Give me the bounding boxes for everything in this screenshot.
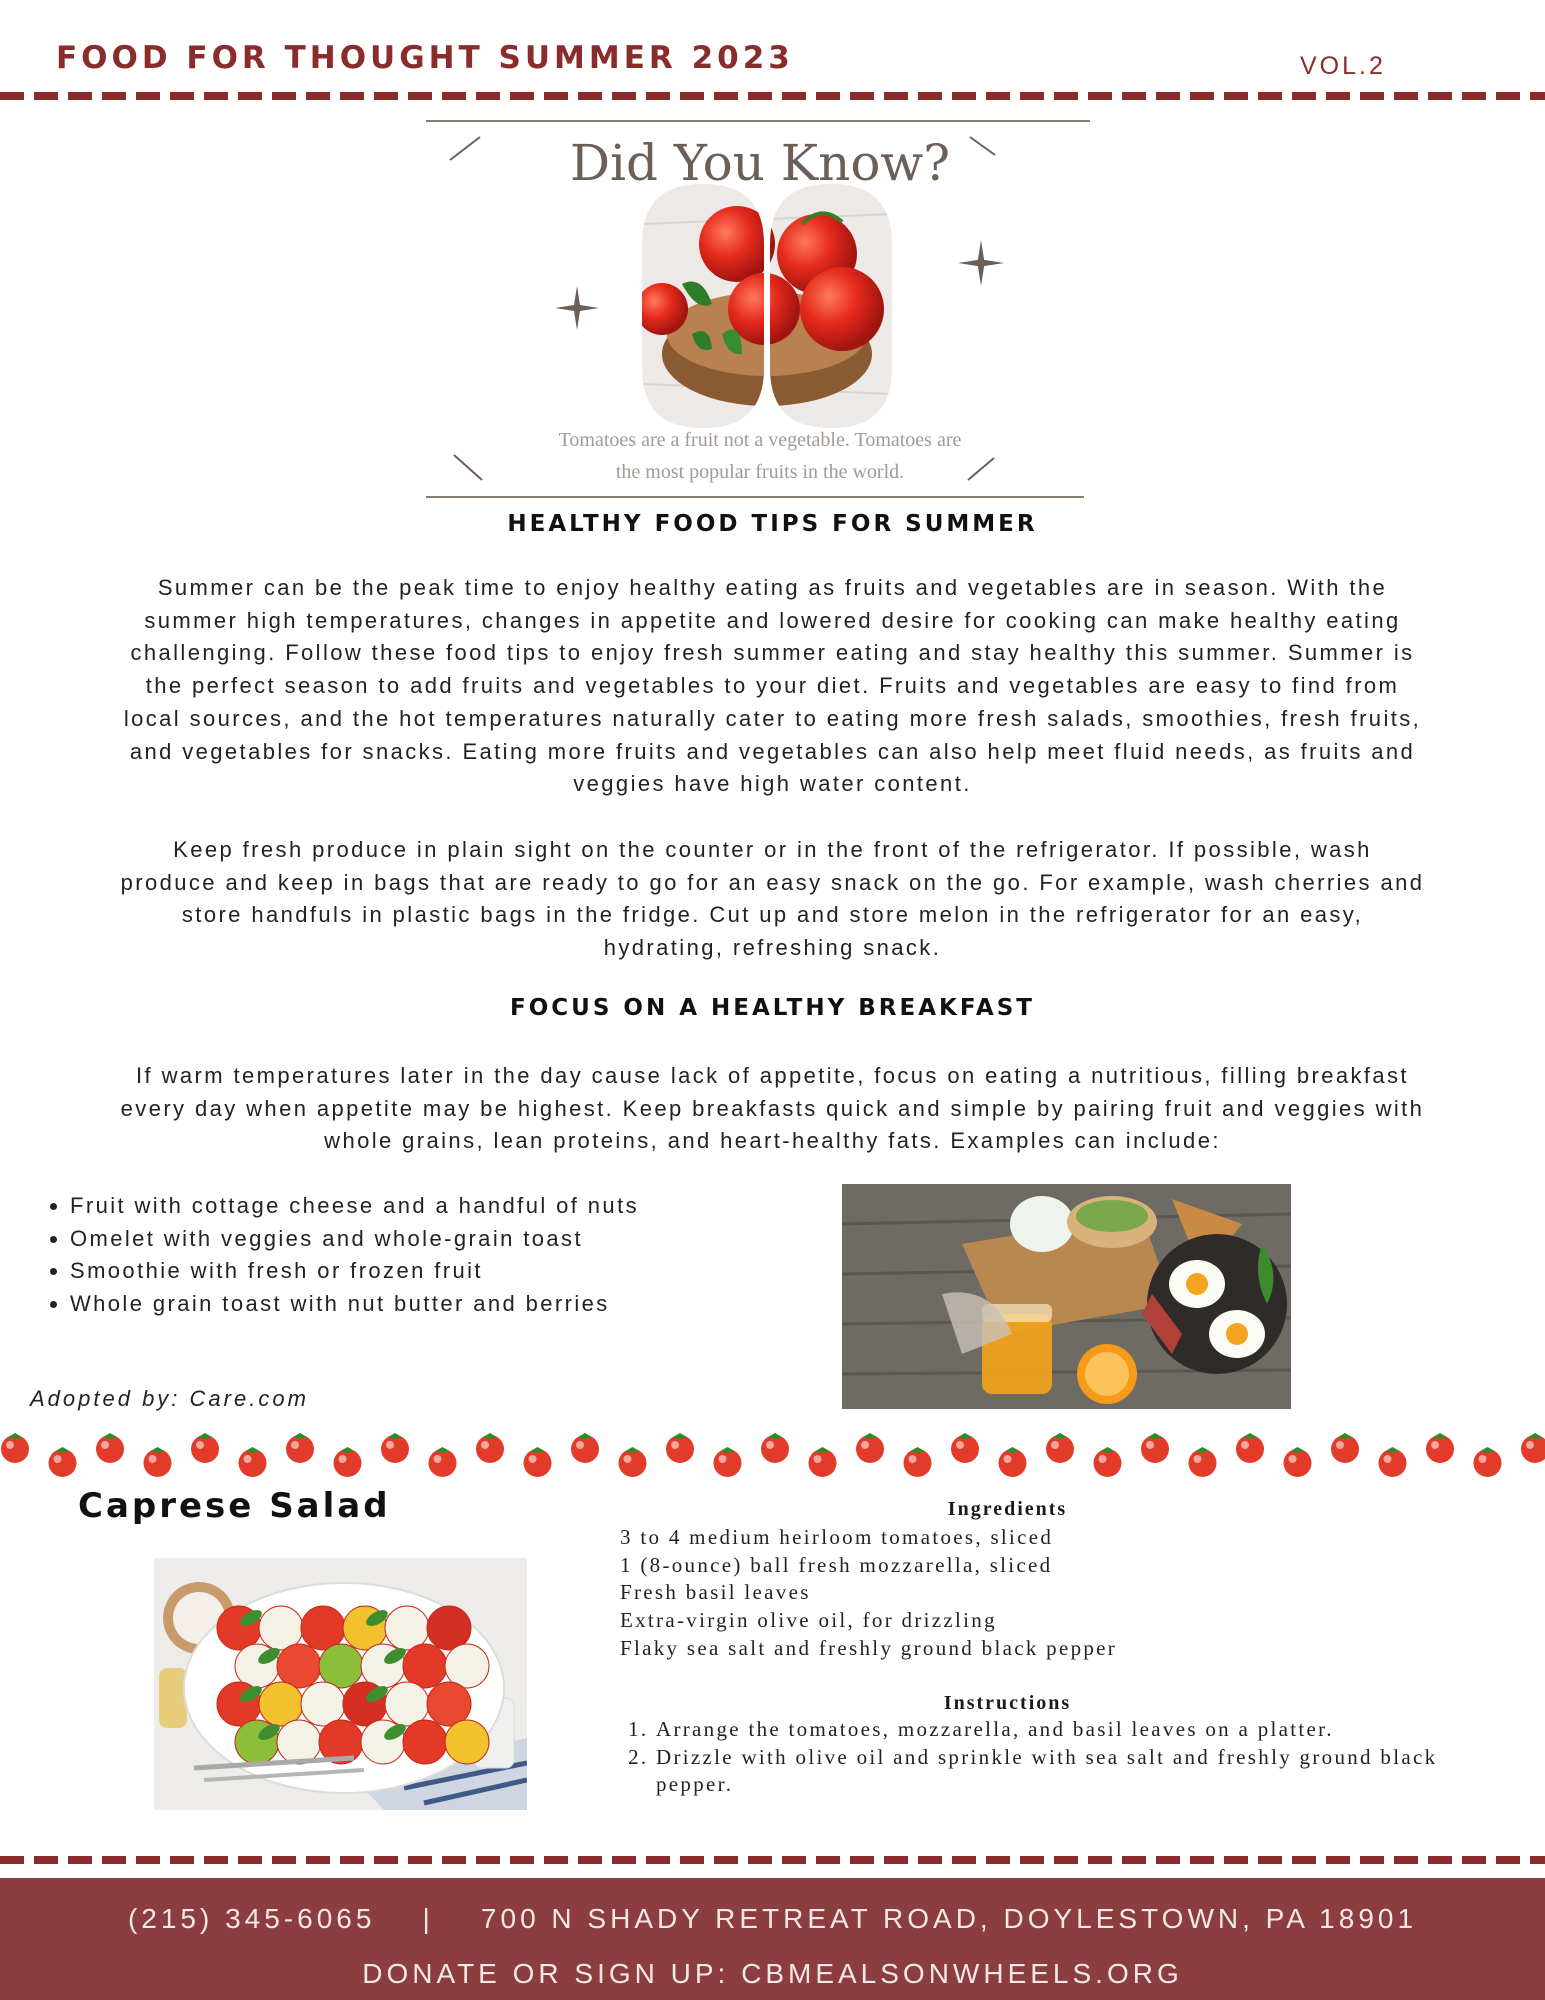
tomato-icon xyxy=(951,1433,979,1463)
tomato-icon xyxy=(476,1433,504,1463)
ingredients-list xyxy=(620,1524,1117,1663)
sparkle-icon xyxy=(958,240,1004,286)
tomato-icon xyxy=(1331,1433,1359,1463)
tomato-icon xyxy=(429,1447,457,1477)
source-credit: Adopted by: Care.com xyxy=(30,1386,309,1411)
tomato-icon xyxy=(761,1433,789,1463)
tomato-icon xyxy=(1094,1447,1122,1477)
list-item: Flaky sea salt and freshly ground black pepper xyxy=(620,1635,1118,1660)
tomato-border xyxy=(0,1422,1545,1482)
text-line: Summer can be the peak time to enjoy healthy eating as fruits and vegetables are in season. With the xyxy=(157,575,1388,600)
breakfast-examples-list xyxy=(40,1190,830,1321)
tomato-bowl-photo xyxy=(642,184,892,428)
text-line: and vegetables for snacks. Eating more fruits and vegetables can also help meet fluid needs, as fruits and xyxy=(129,738,1416,764)
breakfast-heading: FOCUS ON A HEALTHY BREAKFAST xyxy=(510,995,1035,1021)
tomato-icon xyxy=(904,1447,932,1477)
text-line: veggies have high water content. xyxy=(573,771,972,797)
text-line: challenging. Follow these food tips to enjoy fresh summer eating and stay healthy this summer. Summer is xyxy=(130,640,1415,666)
instructions-heading: Instructions xyxy=(943,1692,1072,1714)
summer-tips-paragraph-1 xyxy=(30,572,1515,801)
recipe-title: Caprese Salad xyxy=(78,1486,391,1526)
tomato-icon xyxy=(1,1433,29,1463)
dyk-caption-line: the most popular fruits in the world. xyxy=(615,461,905,483)
text-line: local sources, and the hot temperatures naturally cater to eating more fresh salads, smoothies, fresh fruits, xyxy=(123,705,1422,731)
list-item: 1 (8-ounce) ball fresh mozzarella, sliced xyxy=(620,1552,1053,1577)
list-item: 1. Arrange the tomatoes, mozzarella, and basil leaves on a platter. xyxy=(656,1716,1456,1744)
dyk-top-rule xyxy=(426,120,1090,122)
tomato-icon xyxy=(1189,1447,1217,1477)
tomato-icon xyxy=(714,1447,742,1477)
list-item: • Whole grain toast with nut butter and berries xyxy=(70,1288,830,1321)
tomato-icon xyxy=(571,1433,599,1463)
tomato-icon xyxy=(1284,1447,1312,1477)
footer-contact: (215) 345-6065 | 700 N SHADY RETREAT ROAD, DOYLESTOWN, PA 18901 xyxy=(127,1903,1418,1934)
tomato-icon xyxy=(1379,1447,1407,1477)
text-line: Keep fresh produce in plain sight on the counter or in the front of the refrigerator. If possible, wash xyxy=(173,837,1372,862)
summer-tips-paragraph-2 xyxy=(30,834,1515,965)
tomato-icon xyxy=(1426,1433,1454,1463)
tomato-icon xyxy=(524,1447,552,1477)
footer-donate: DONATE OR SIGN UP: CBMEALSONWHEELS.ORG xyxy=(362,1958,1183,1989)
tomato-icon xyxy=(1046,1433,1074,1463)
breakfast-photo xyxy=(842,1184,1291,1409)
text-line: summer high temperatures, changes in appetite and lowered desire for cooking can make healthy eating xyxy=(144,607,1401,633)
text-line: whole grains, lean proteins, and heart-healthy fats. Examples can include: xyxy=(324,1128,1221,1154)
tomato-icon xyxy=(809,1447,837,1477)
tomato-icon xyxy=(96,1433,124,1463)
tomato-icon xyxy=(239,1447,267,1477)
volume-label: VOL.2 xyxy=(1300,52,1386,80)
tomato-icon xyxy=(334,1447,362,1477)
text-line: If warm temperatures later in the day cause lack of appetite, focus on eating a nutritious, filling breakfast xyxy=(136,1063,1409,1088)
text-line: every day when appetite may be highest. Keep breakfasts quick and simple by pairing fruit and veggies with xyxy=(120,1095,1425,1121)
tomato-icon xyxy=(619,1447,647,1477)
dyk-bottom-rule xyxy=(426,496,1084,498)
tomato-icon xyxy=(1521,1433,1545,1463)
did-you-know-title: Did You Know? xyxy=(569,134,951,192)
dyk-caption-line: Tomatoes are a fruit not a vegetable. Tomatoes are xyxy=(558,429,962,451)
newsletter-title: FOOD FOR THOUGHT SUMMER 2023 xyxy=(56,40,794,76)
summer-tips-heading: HEALTHY FOOD TIPS FOR SUMMER xyxy=(507,511,1038,537)
tomato-icon xyxy=(144,1447,172,1477)
tomato-icon xyxy=(1141,1433,1169,1463)
text-line: store handfuls in plastic bags in the fridge. Cut up and store melon in the refrigerator for an easy, xyxy=(181,902,1364,928)
list-item: • Smoothie with fresh or frozen fruit xyxy=(70,1255,830,1288)
caprese-salad-photo xyxy=(154,1558,527,1810)
tomato-icon xyxy=(381,1433,409,1463)
bottom-divider xyxy=(0,1856,1545,1864)
text-line: the perfect season to add fruits and vegetables to your diet. Fruits and vegetables are easy to find from xyxy=(145,673,1400,699)
tomato-icon xyxy=(49,1447,77,1477)
tomato-icon xyxy=(856,1433,884,1463)
list-item: Extra-virgin olive oil, for drizzling xyxy=(620,1608,997,1633)
tomato-icon xyxy=(999,1447,1027,1477)
tomato-icon xyxy=(666,1433,694,1463)
breakfast-paragraph xyxy=(30,1060,1515,1158)
tomato-icon xyxy=(286,1433,314,1463)
text-line: produce and keep in bags that are ready to go for an easy snack on the go. For example, wash cherries and xyxy=(120,869,1425,895)
top-divider xyxy=(0,92,1545,100)
ingredients-heading: Ingredients xyxy=(947,1498,1068,1520)
list-item: • Omelet with veggies and whole-grain toast xyxy=(70,1223,830,1256)
tomato-icon xyxy=(1474,1447,1502,1477)
list-item: 3 to 4 medium heirloom tomatoes, sliced xyxy=(620,1525,1054,1549)
dyk-caption xyxy=(470,424,1050,488)
list-item: 2. Drizzle with olive oil and sprinkle with sea salt and freshly ground black pepper. xyxy=(656,1744,1456,1799)
instructions-list xyxy=(610,1716,1456,1799)
tomato-icon xyxy=(191,1433,219,1463)
text-line: hydrating, refreshing snack. xyxy=(603,935,942,961)
sparkle-icon xyxy=(555,286,599,330)
tomato-icon xyxy=(1236,1433,1264,1463)
list-item: Fresh basil leaves xyxy=(620,1580,811,1605)
list-item: • Fruit with cottage cheese and a handful of nuts xyxy=(70,1190,830,1223)
